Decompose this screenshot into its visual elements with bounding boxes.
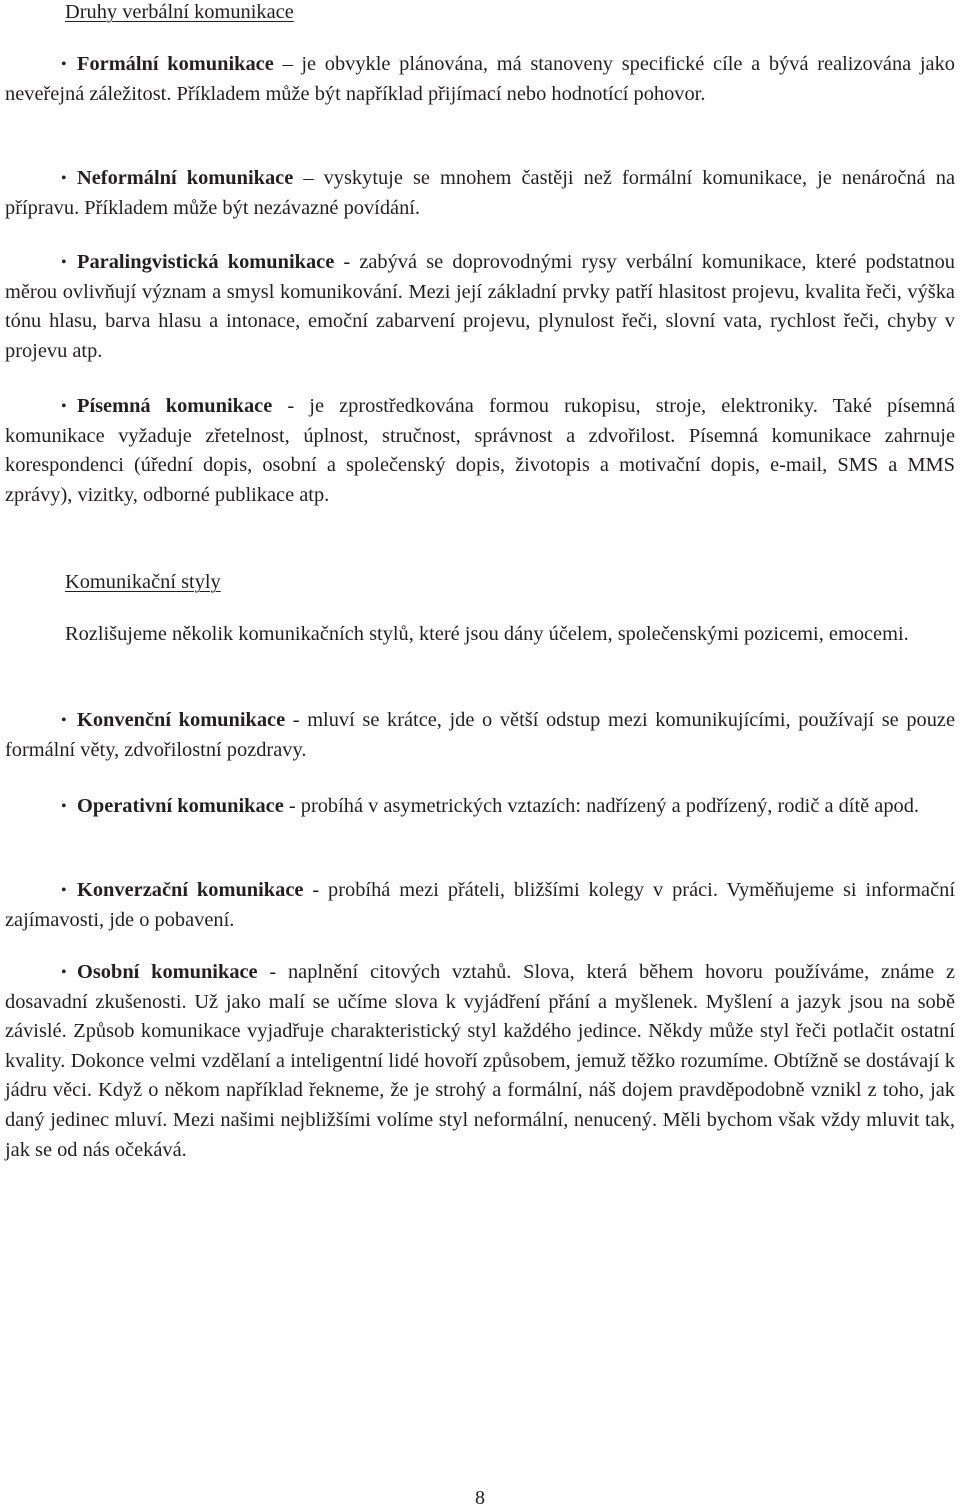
term-conventional: Konvenční komunikace: [77, 709, 286, 731]
term-informal: Neformální komunikace: [77, 167, 294, 189]
term-conversational: Konverzační komunikace: [77, 879, 304, 901]
desc-operative: - probíhá v asymetrických vztazích: nadřízený a podřízený, rodič a dítě apod.: [283, 795, 920, 817]
list-item-formal: [5, 50, 955, 109]
term-paralinguistic: Paralingvistická komunikace: [77, 251, 335, 273]
section-heading-styles: Komunikační styly: [65, 571, 221, 593]
list-item-conversational: [5, 876, 955, 935]
bullet-icon: •: [61, 712, 67, 729]
list-item-operative: [5, 792, 955, 822]
bullet-icon: •: [61, 882, 67, 899]
desc-conventional: - mluví se krátce, jde o větší odstup mezi komunikujícími, používají se pouze formální věty, zdvořilostní pozdravy.: [5, 709, 956, 761]
desc-conversational: - probíhá mezi přáteli, bližšími kolegy v práci. Vyměňujeme si informační zajímavosti, jde o pobavení.: [5, 879, 955, 931]
list-item-personal: [5, 958, 955, 1165]
list-item-conventional: [5, 706, 955, 765]
section-heading-verbal: Druhy verbální komunikace: [65, 1, 294, 23]
term-operative: Operativní komunikace: [77, 795, 284, 817]
bullet-icon: •: [61, 56, 67, 73]
page-number: 8: [475, 1487, 485, 1509]
styles-intro: [5, 620, 955, 650]
desc-informal: – vyskytuje se mnohem častěji než formální komunikace, je nenáročná na přípravu. Příkladem může být nezávazné povídání.: [5, 167, 956, 219]
list-item-informal: [5, 164, 955, 223]
term-personal: Osobní komunikace: [77, 961, 258, 983]
term-written: Písemná komunikace: [77, 395, 273, 417]
list-item-written: [5, 392, 955, 510]
styles-intro-text: Rozlišujeme několik komunikačních stylů, které jsou dány účelem, společenskými pozicemi, emocemi.: [65, 623, 909, 645]
list-item-paralinguistic: [5, 248, 955, 366]
bullet-icon: •: [61, 964, 67, 981]
bullet-icon: •: [61, 798, 67, 815]
desc-written: - je zprostředkována formou rukopisu, stroje, elektroniky. Také písemná komunikace vyžaduje zřetelnost, úplnost, stručnost, správnost a zdvořilost. Písemná komunikace zahrnuje korespondenci (úřední dopis, osobní a společenský dopis, životopis a motivační dopis, e-mail, SMS a MMS zprávy), vizitky, odborné publikace atp.: [5, 395, 955, 506]
bullet-icon: •: [61, 398, 67, 415]
bullet-icon: •: [61, 254, 67, 271]
desc-formal: – je obvykle plánována, má stanoveny specifické cíle a bývá realizována jako neveřejná záležitost. Příkladem může být například přijímací nebo hodnotící pohovor.: [5, 53, 955, 105]
term-formal: Formální komunikace: [77, 53, 274, 75]
desc-personal: - naplnění citových vztahů. Slova, která během hovoru používáme, známe z dosavadní zkušenosti. Už jako malí se učíme slova k vyjádření přání a myšlenek. Myšlení a jazyk jsou na sobě závislé. Způsob komunikace vyjadřuje charakteristický styl každého jedince. Někdy může styl řeči potlačit ostatní kvality. Dokonce velmi vzdělaní a inteligentní lidé hovoří způsobem, jemuž těžko rozumíme. Obtížně se dostávají k jádru věci. Když o někom například řekneme, že je strohý a formální, náš dojem pravděpodobně vznikl z toho, jak daný jedinec mluví. Mezi našimi nejbližšími volíme styl neformální, nenucený. Měli bychom však vždy mluvit tak, jak se od nás očekává.: [5, 961, 955, 1161]
desc-paralinguistic: - zabývá se doprovodnými rysy verbální komunikace, které podstatnou měrou ovlivňují význam a smysl komunikování. Mezi její základní prvky patří hlasitost projevu, kvalita řeči, výška tónu hlasu, barva hlasu a intonace, emoční zabarvení projevu, plynulost řeči, slovní vata, rychlost řeči, chyby v projevu atp.: [5, 251, 955, 362]
bullet-icon: •: [61, 170, 67, 187]
